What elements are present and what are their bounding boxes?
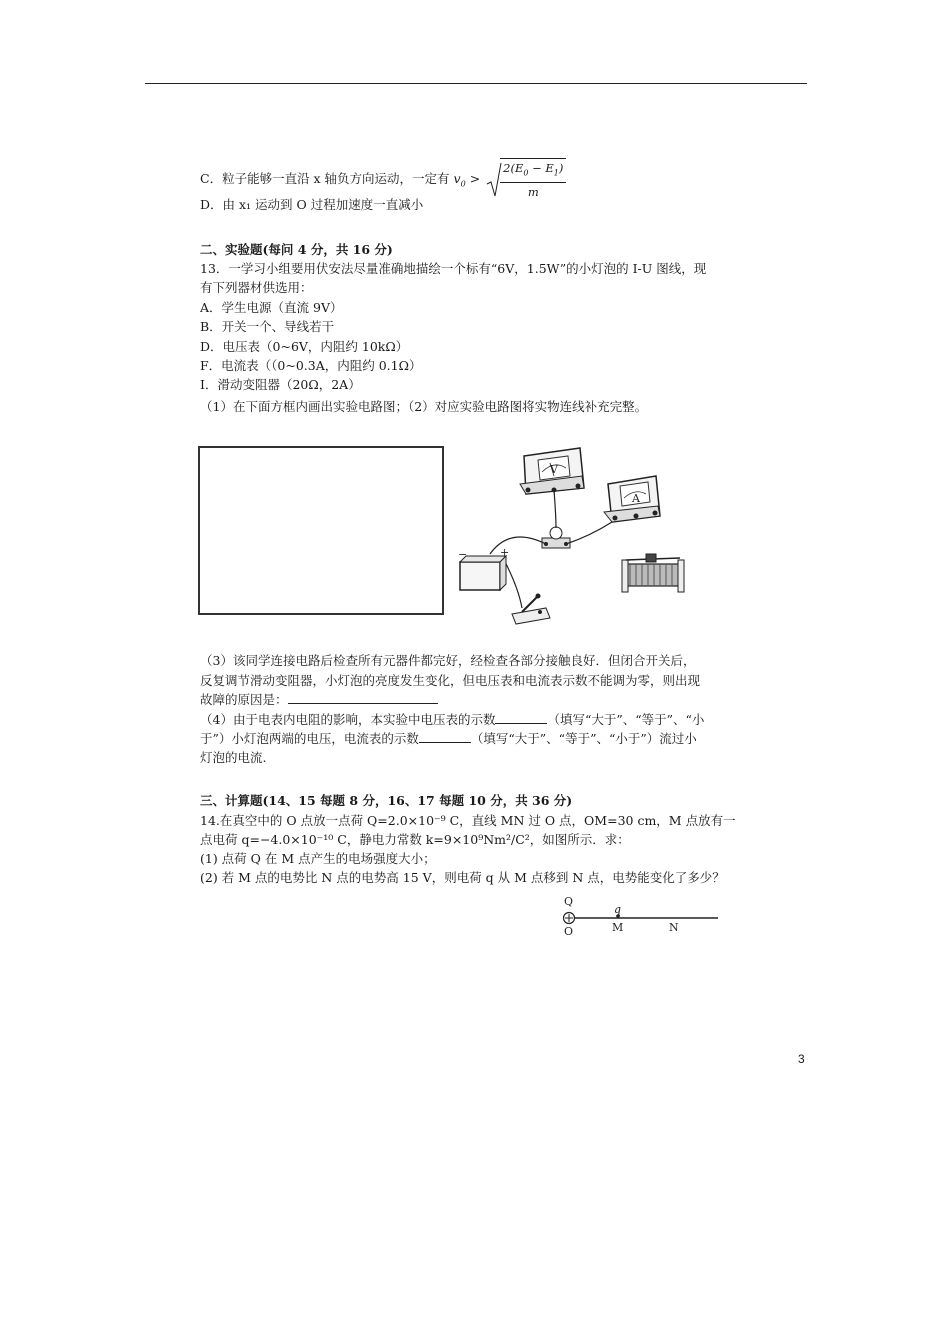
equipment-item: D．电压表（0~6V，内阻约 10kΩ） [200,339,409,354]
wire [490,537,546,554]
circuit-drawing-box[interactable] [198,446,444,615]
lamp-icon [542,527,570,548]
fraction-numerator: $2(E_0 - E_1)$ [500,159,566,183]
q13-sub3-line3: 故障的原因是： [200,691,438,709]
battery-icon [458,546,509,590]
wire [554,490,556,528]
q14-sub2: (2) 若 M 点的电势比 N 点的电势高 15 V，则电荷 q 从 M 点移到 N 点，电势能变化了多少？ [200,870,725,885]
battery-plus: + [500,546,510,559]
equipment-item: A．学生电源（直流 9V） [200,300,343,315]
q14-line1: 14.在真空中的 O 点放一点荷 Q=2.0×10⁻⁹ C，直线 MN 过 O 点，OM=30 cm，M 点放有一 [200,813,736,828]
option-c [200,158,566,201]
apparatus-figure [450,436,700,636]
q13-sub3-line1: （3）该同学连接电路后检查所有元器件都完好，经检查各部分接触良好．但闭合开关后， [200,653,696,668]
q13-sub4-line1: （4）由于电表内电阻的影响，本实验中电压表的示数 （填写“大于”、“等于”、“小 [200,712,705,727]
answer-blank-4b[interactable] [419,730,471,743]
ammeter-label: A [632,492,640,505]
label-N: N [669,921,679,934]
q13-line2: 有下列器材供选用： [200,280,313,295]
switch-icon [512,594,550,625]
rheostat-icon [622,554,684,592]
label-O: O [564,925,574,938]
section3-title: 三、计算题(14、15 每题 8 分，16、17 每题 10 分，共 36 分) [200,793,573,808]
q13-sub4-line3: 灯泡的电流. [200,750,267,765]
v0-symbol: $v_0$ [453,171,466,189]
answer-blank-4a[interactable] [495,711,547,724]
greater-than: > [469,171,481,187]
label-M: M [612,921,624,934]
section2-title: 二、实验题(每问 4 分，共 16 分) [200,242,393,257]
answer-blank-3[interactable] [288,691,438,704]
sqrt-fraction [500,158,566,201]
ammeter-icon [604,476,660,522]
charge-line-figure [556,894,726,938]
q13-sub3-line2: 反复调节滑动变阻器，小灯泡的亮度发生变化，但电压表和电流表示数不能调为零，则出现 [200,673,701,688]
q14-sub1: (1) 点荷 Q 在 M 点产生的电场强度大小； [200,851,436,866]
wire [566,522,612,544]
label-Q: Q [564,895,574,908]
equipment-item: B．开关一个、导线若干 [200,319,335,334]
voltmeter-label: V [550,463,558,476]
header-rule [145,83,807,84]
page-number: 3 [798,1052,805,1066]
q13-sub4-line2: 于”）小灯泡两端的电压，电流表的示数 （填写“大于”、“等于”、“小于”）流过小 [200,731,697,746]
voltmeter-icon [520,448,584,494]
sqrt-expression [486,158,566,201]
q14-line2: 点电荷 q=−4.0×10⁻¹⁰ C，静电力常数 k=9×10⁹Nm²/C²，如图所示．求： [200,832,630,847]
option-c-text: C．粒子能够一直沿 x 轴负方向运动，一定有 [200,171,450,187]
fraction-denominator: m [527,185,539,200]
q13-sub12: （1）在下面方框内画出实验电路图；（2）对应实验电路图将实物连线补充完整。 [200,399,648,414]
equipment-item: F．电流表（（0~0.3A，内阻约 0.1Ω） [200,358,422,373]
label-q: q [614,903,622,916]
q13-line1: 13．一学习小组要用伏安法尽量准确地描绘一个标有“6V，1.5W”的小灯泡的 I-U 图线，现 [200,261,707,276]
equipment-item: I．滑动变阻器（20Ω，2A） [200,377,361,392]
option-d: D．由 x₁ 运动到 O 过程加速度一直减小 [200,197,424,212]
battery-minus: − [458,548,468,561]
